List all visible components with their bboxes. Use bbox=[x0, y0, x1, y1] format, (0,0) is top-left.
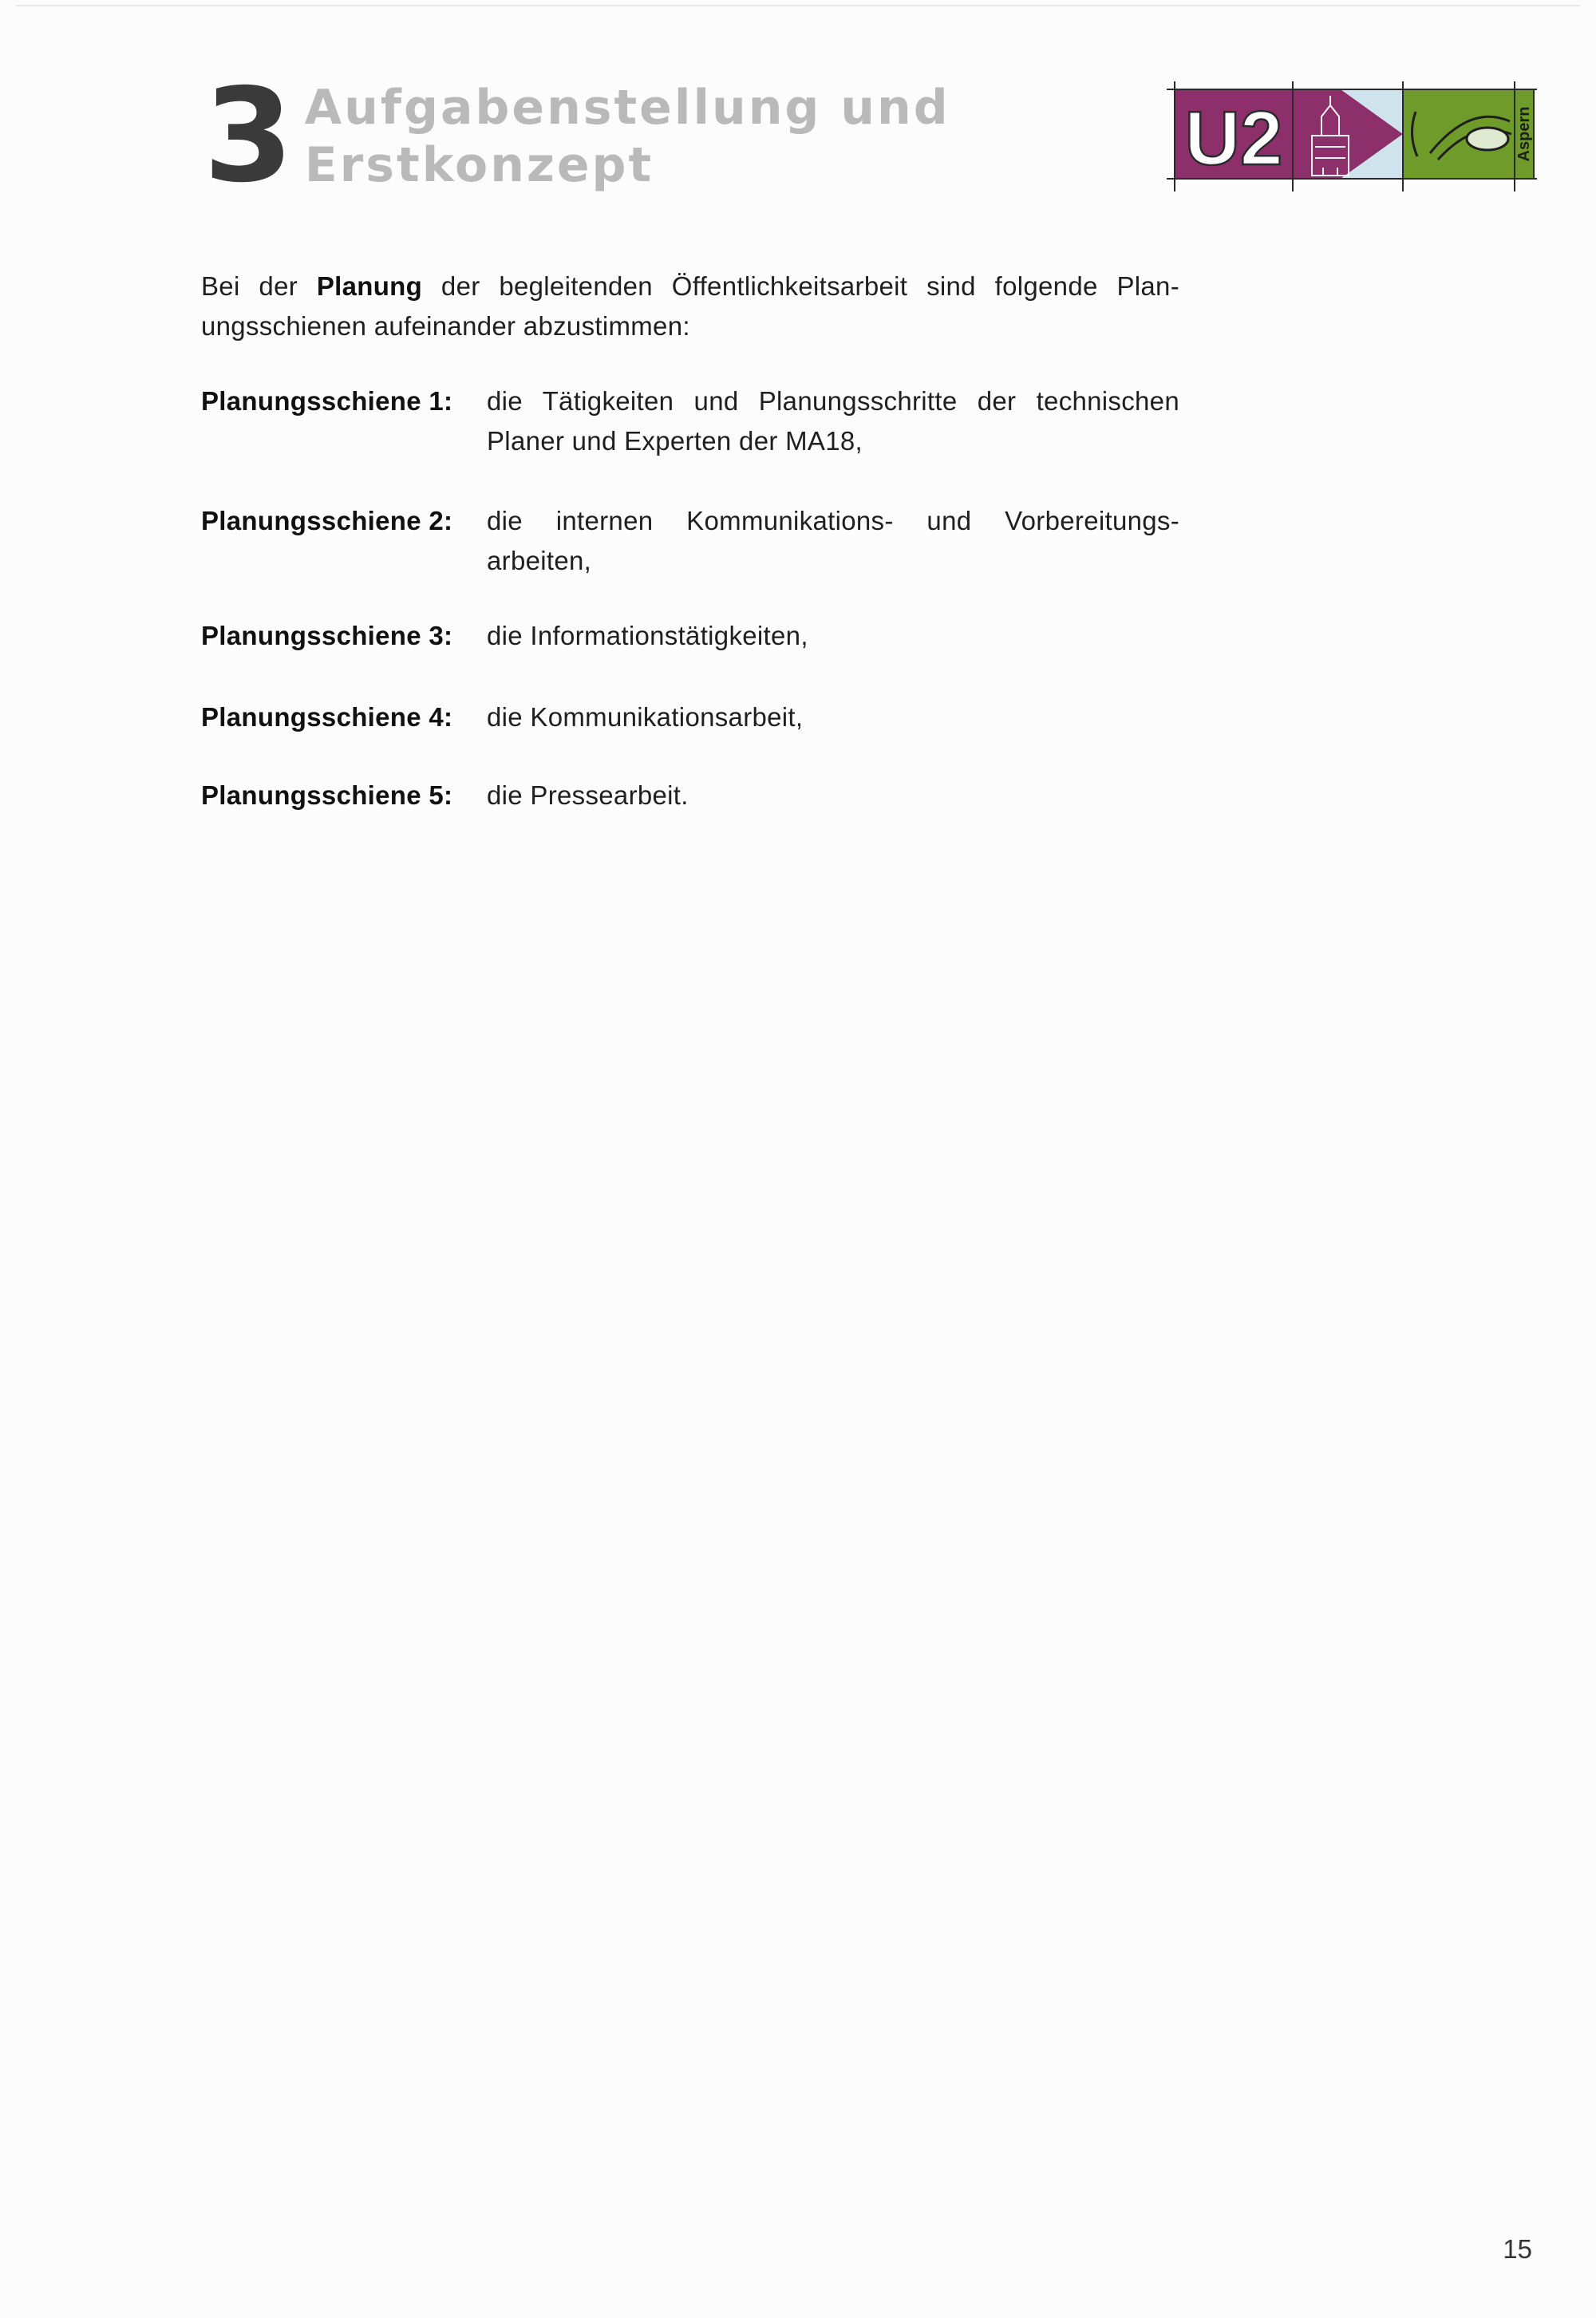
list-item-description: die Pressearbeit. bbox=[487, 780, 689, 810]
list-item-description: die Kommunikationsarbeit, bbox=[487, 702, 804, 732]
u2-line-badge: U2 bbox=[1184, 96, 1283, 181]
project-logo bbox=[1167, 80, 1537, 199]
list-item-line-2: Planer und Experten der MA18, bbox=[487, 426, 863, 456]
list-item bbox=[201, 501, 1179, 581]
chapter-title bbox=[305, 79, 950, 194]
list-item bbox=[201, 697, 1179, 737]
aspern-label: Aspern bbox=[1515, 106, 1533, 162]
chapter-title-line-1: Aufgabenstellung und bbox=[304, 80, 950, 136]
chapter-heading bbox=[203, 61, 950, 211]
list-item-line-1: die Tätigkeiten und Planungsschritte der technischen bbox=[487, 386, 1179, 416]
intro-text-start: Bei der bbox=[201, 271, 317, 301]
list-item-label: Planungsschiene 1: bbox=[201, 386, 453, 416]
list-item-description: die Informationstätigkeiten, bbox=[487, 621, 808, 650]
list-item-description bbox=[487, 501, 1179, 581]
chapter-title-line-2: Erstkonzept bbox=[304, 137, 654, 193]
body-text bbox=[201, 267, 1179, 815]
intro-bold-term: Planung bbox=[316, 271, 423, 301]
list-item-label: Planungsschiene 5: bbox=[201, 780, 453, 810]
list-item-label: Planungsschiene 2: bbox=[201, 506, 453, 535]
list-item-line-2: arbeiten, bbox=[487, 546, 592, 575]
intro-paragraph bbox=[201, 267, 1179, 346]
chapter-number: 3 bbox=[203, 61, 290, 211]
list-item-label: Planungsschiene 4: bbox=[201, 702, 453, 732]
planning-tracks-list bbox=[201, 381, 1179, 815]
page-number: 15 bbox=[1503, 2234, 1532, 2264]
intro-text-rest: der begleitenden Öffentlichkeitsarbeit sind folgende Plan- bbox=[422, 271, 1179, 301]
list-item-line-1: die internen Kommunikations- und Vorbereitungs- bbox=[487, 506, 1179, 535]
intro-line-2: ungsschienen aufeinander abzustimmen: bbox=[201, 311, 690, 341]
top-rule bbox=[16, 5, 1580, 6]
list-item-label: Planungsschiene 3: bbox=[201, 621, 453, 650]
list-item bbox=[201, 776, 1179, 815]
list-item bbox=[201, 381, 1179, 461]
list-item bbox=[201, 616, 1179, 656]
list-item-description bbox=[487, 381, 1179, 461]
intro-line-1 bbox=[201, 267, 1179, 306]
